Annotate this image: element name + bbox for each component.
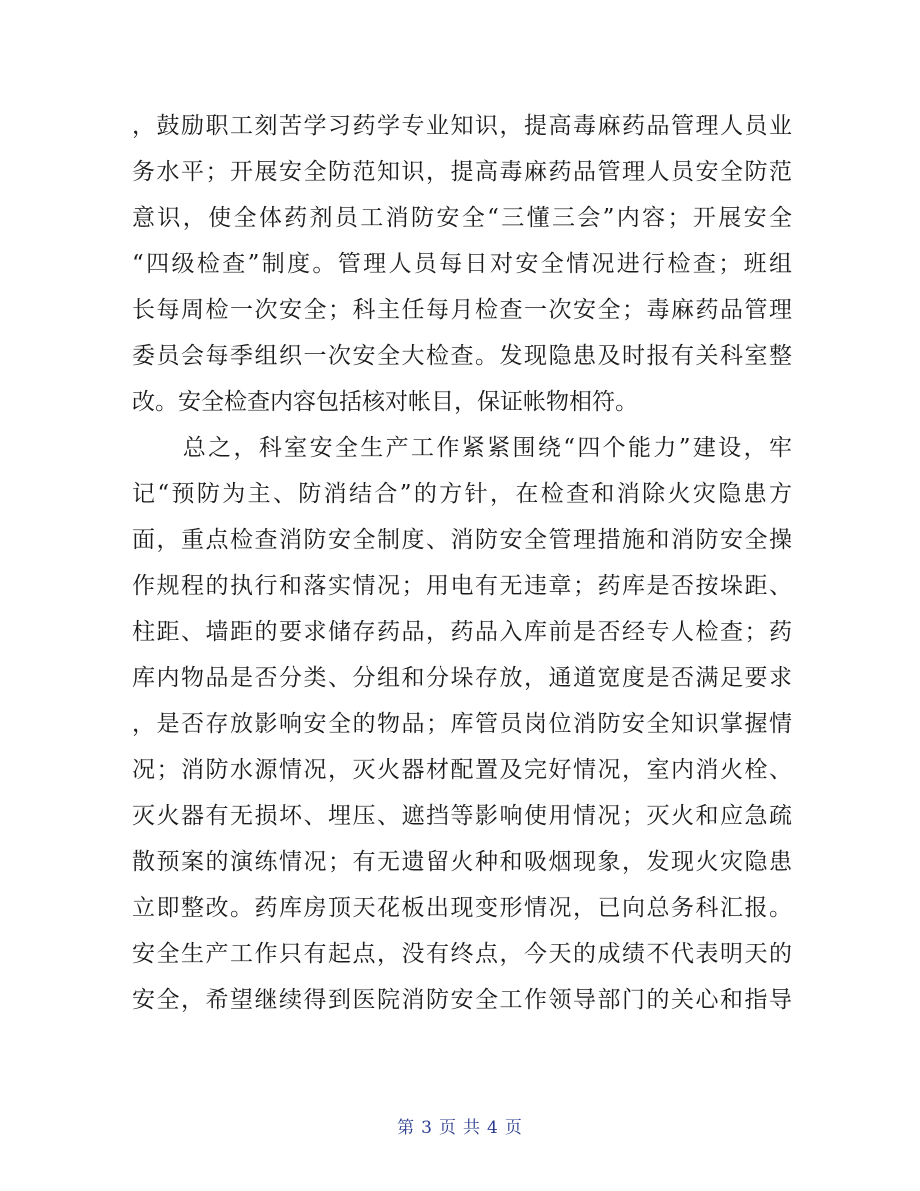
text-line: 总之，科室安全生产工作紧紧围绕“四个能力”建设，牢 [132, 435, 792, 461]
text-line: 立即整改。药库房顶天花板出现变形情况，已向总务科汇报。 [132, 895, 792, 921]
text-line: 安全生产工作只有起点，没有终点，今天的成绩不代表明天的 [132, 941, 792, 967]
footer-prefix: 第 [397, 1118, 416, 1138]
text-line: ，鼓励职工刻苦学习药学专业知识，提高毒麻药品管理人员业 [132, 113, 792, 139]
text-line: 散预案的演练情况；有无遗留火种和吸烟现象，发现火灾隐患 [132, 849, 792, 875]
text-line: 况；消防水源情况，灭火器材配置及完好情况，室内消火栓、 [132, 757, 792, 783]
footer-page-word: 页 [439, 1118, 457, 1138]
text-line: 面，重点检查消防安全制度、消防安全管理措施和消防安全操 [132, 527, 792, 553]
footer-page-word-2: 页 [504, 1118, 523, 1138]
text-line: 记“预防为主、防消结合”的方针，在检查和消除火灾隐患方 [132, 481, 792, 507]
current-page-number: 3 [421, 1118, 433, 1138]
text-line: 务水平；开展安全防范知识，提高毒麻药品管理人员安全防范 [132, 159, 792, 185]
text-line: 长每周检一次安全；科主任每月检查一次安全；毒麻药品管理 [132, 297, 792, 323]
text-line: 柱距、墙距的要求储存药品，药品入库前是否经专人检查；药 [132, 619, 792, 645]
text-line: “四级检查”制度。管理人员每日对安全情况进行检查；班组 [132, 251, 792, 277]
text-line: 安全，希望继续得到医院消防安全工作领导部门的关心和指导 [132, 987, 792, 1013]
text-line: 库内物品是否分类、分组和分垛存放，通道宽度是否满足要求 [132, 665, 792, 691]
body-text [132, 103, 792, 1023]
page-footer [0, 1113, 920, 1138]
text-line: 作规程的执行和落实情况；用电有无违章；药库是否按垛距、 [132, 573, 792, 599]
footer-total-word: 共 [463, 1118, 481, 1138]
text-line: 委员会每季组织一次安全大检查。发现隐患及时报有关科室整 [132, 343, 792, 369]
text-line: 灭火器有无损坏、埋压、遮挡等影响使用情况；灭火和应急疏 [132, 803, 792, 829]
text-line: ，是否存放影响安全的物品；库管员岗位消防安全知识掌握情 [132, 711, 792, 737]
text-line: 意识，使全体药剂员工消防安全“三懂三会”内容；开展安全 [132, 205, 792, 231]
text-line: 改。安全检查内容包括核对帐目，保证帐物相符。 [132, 389, 638, 415]
total-pages-number: 4 [487, 1118, 499, 1138]
